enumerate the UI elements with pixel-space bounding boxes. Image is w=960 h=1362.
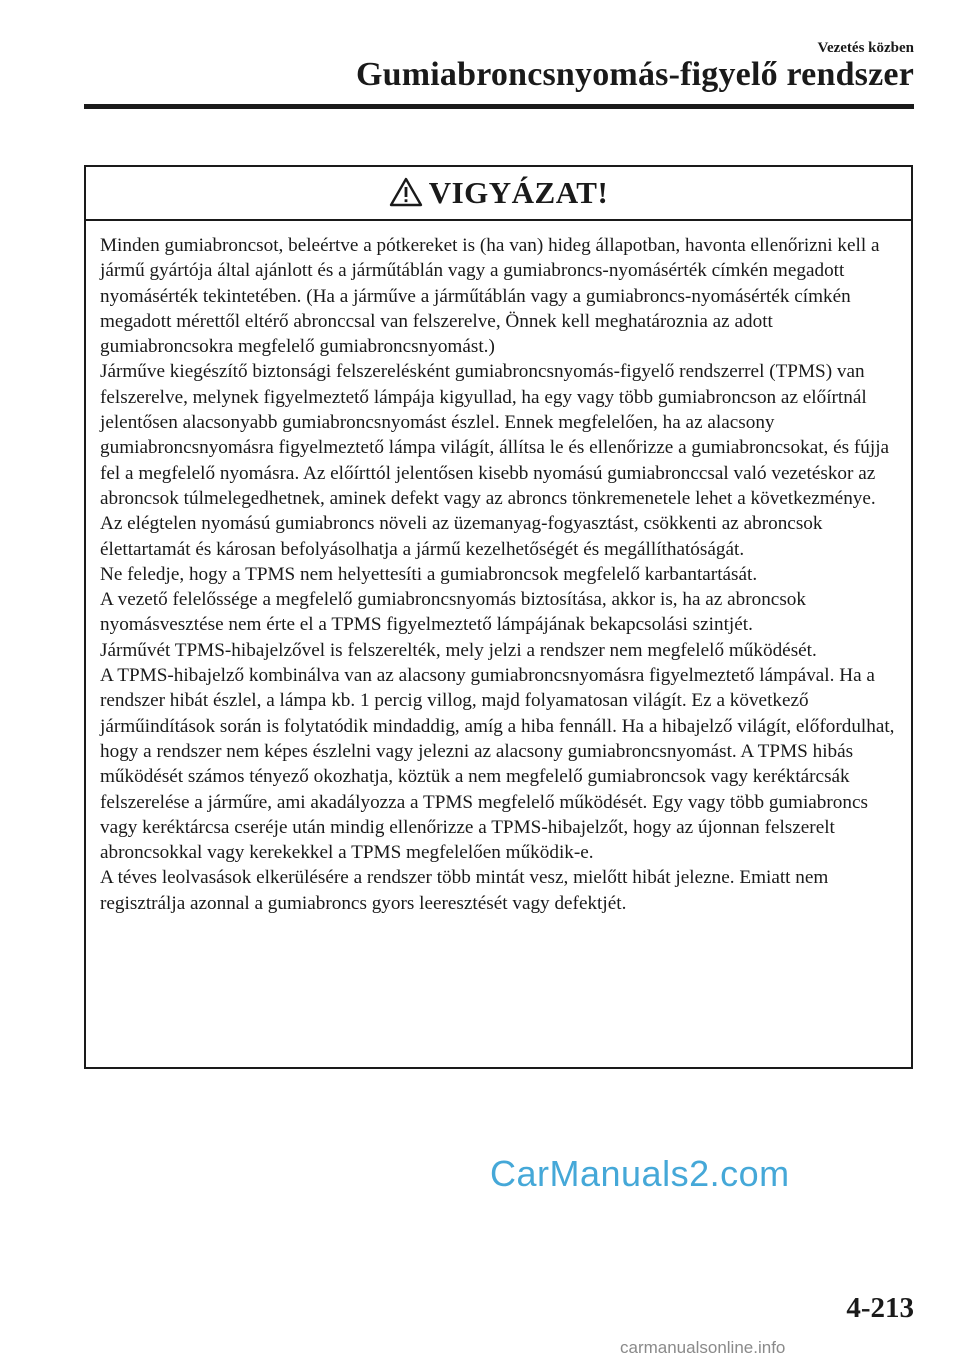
- footer-logo-text: carmanualsonline.info: [620, 1338, 786, 1357]
- warning-paragraph: Minden gumiabroncsot, beleértve a pótkereket is (ha van) hideg állapotban, havonta ellenőrizni kell a jármű gyártója által ajánlott és a járműtáblán vagy a gumiabroncs-nyomásérték címkén megadott nyomásérték tekintetében. (Ha a járműve a járműtáblán vagy a gumiabroncs-nyomásérték címkén megadott mérettől eltérő abronccsal van felszerelve, Önnek kell meghatároznia az adott gumiabroncsokra megfelelő gumiabroncsnyomást.): [100, 235, 880, 358]
- page-title: Gumiabroncsnyomás-figyelő rendszer: [355, 56, 914, 93]
- section-label: Vezetés közben: [817, 40, 914, 56]
- warning-paragraph: Járműve kiegészítő biztonsági felszerelésként gumiabroncsnyomás-figyelő rendszerrel (TPMS) van felszerelve, melynek figyelmeztető lámpája kigyullad, ha egy vagy több gumiabroncson az előírtnál jelentősen alacsonyabb gumiabroncsnyomást észlel. Ennek megfelelően, ha az alacsony gumiabroncsnyomásra figyelmeztető lámpa világít, állítsa le és ellenőrizze a gumiabroncsokat, és fújja fel a megfelelő nyomásra. Az előírttól jelentősen kisebb nyomású gumiabronccsal való vezetéskor az abroncsok túlmelegedhetnek, aminek defekt vagy az abroncs tönkremenetele lehet a következménye. Az elégtelen nyomású gumiabroncs növeli az üzemanyag-fogyasztást, csökkenti az abroncsok élettartamát és károsan befolyásolhatja a jármű kezelhetőségét és megállíthatóságát.: [100, 361, 890, 560]
- warning-paragraph: A TPMS-hibajelző kombinálva van az alacsony gumiabroncsnyomásra figyelmeztető lámpával. Ha a rendszer hibát észlel, a lámpa kb. 1 percig villog, majd folyamatosan világít. Ez a következő járműindítások során is folytatódik mindaddig, amíg a hiba fennáll. Ha a hibajelző világít, előfordulhat, hogy a rendszer nem képes észlelni vagy jelezni az alacsony gumiabroncsnyomást. A TPMS hibás működését számos tényező okozhatja, köztük a nem megfelelő gumiabroncsok vagy keréktárcsák felszerelése a járműre, ami akadályozza a TPMS megfelelő működését. Egy vagy több gumiabroncs vagy keréktárcsa cseréje után mindig ellenőrizze a TPMS-hibajelzőt, hogy az újonnan felszerelt abroncsokkal vagy kerekekkel a TPMS megfelelően működik-e.: [100, 665, 895, 864]
- warning-paragraph: Ne feledje, hogy a TPMS nem helyettesíti a gumiabroncsok megfelelő karbantartását.: [100, 563, 758, 585]
- warning-paragraph: A téves leolvasások elkerülésére a rendszer több mintát vesz, mielőtt hibát jelezne. Emiatt nem regisztrálja azonnal a gumiabroncs gyors leeresztését vagy defektjét.: [100, 867, 829, 914]
- page-number: 4-213: [846, 1292, 914, 1324]
- warning-body: [86, 221, 911, 916]
- warning-title: VIGYÁZAT!: [428, 175, 609, 210]
- warning-header: [86, 167, 911, 221]
- warning-box: [84, 165, 913, 1069]
- watermark-text: CarManuals2.com: [490, 1153, 790, 1194]
- warning-triangle-icon: [389, 177, 423, 207]
- warning-paragraph: A vezető felelőssége a megfelelő gumiabroncsnyomás biztosítása, akkor is, ha az abroncsok nyomásvesztése nem érte el a TPMS figyelmeztető lámpájának bekapcsolási szintjét.: [100, 589, 806, 636]
- header-divider: [84, 104, 914, 109]
- warning-paragraph: Járművét TPMS-hibajelzővel is felszerelték, mely jelzi a rendszer nem megfelelő működését.: [100, 639, 817, 661]
